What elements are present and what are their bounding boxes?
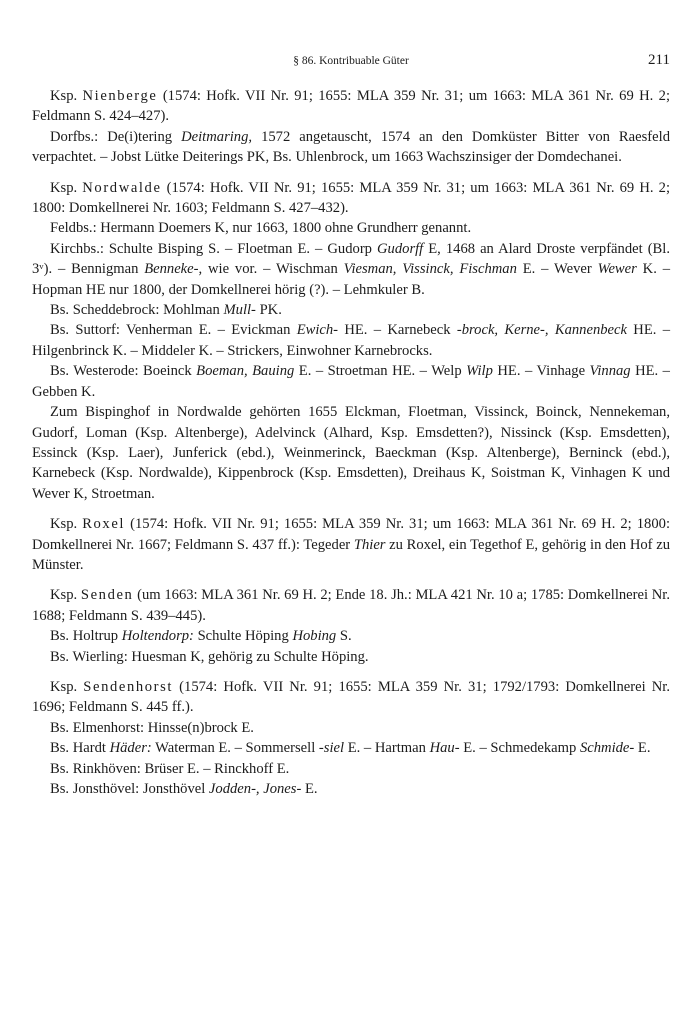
paragraph bbox=[32, 738, 670, 758]
document-body bbox=[32, 86, 670, 809]
paragraph bbox=[32, 300, 670, 320]
variant-name: Holtendorp: bbox=[121, 628, 194, 645]
text-run: E. bbox=[301, 781, 318, 797]
text-run: Ksp. bbox=[50, 678, 84, 695]
text-run: (1574: Hofk. VII Nr. 91; 1655: MLA 359 Nr. 31; um 1663: MLA 361 Nr. 69 H. 2; 1800: Domkellnerei Nr. 1667; Feldmann S. 437 ff.): Tegeder bbox=[32, 516, 670, 553]
text-run: HE. – Hilgenbrinck K. – Middeler K. – Strickers, Einwohner Karnebrocks. bbox=[32, 322, 670, 359]
text-run: Waterman E. – Sommersell bbox=[151, 740, 319, 757]
text-run: Dorfbs.: De(i)tering bbox=[50, 128, 182, 145]
variant-name: Jodden-, Jones- bbox=[208, 781, 302, 797]
variant-name: Boeman, Bauing bbox=[196, 363, 295, 380]
variant-name: -siel bbox=[318, 740, 345, 757]
text-run: (1574: Hofk. VII Nr. 91; 1655: MLA 359 Nr. 31; 1792/1793: Domkellnerei Nr. 1696; Feldmann S. 445 ff.). bbox=[32, 678, 670, 716]
text-run: HE. – Gebben K. bbox=[32, 363, 670, 400]
text-run: Feldbs.: Hermann Doemers K, nur 1663, 1800 ohne Grundherr genannt. bbox=[50, 220, 472, 237]
text-run: Ksp. bbox=[50, 179, 83, 196]
variant-name: Ewich- bbox=[296, 322, 339, 339]
variant-name: Hobing bbox=[292, 628, 337, 645]
place-name: Nienberge bbox=[82, 88, 158, 104]
variant-name: Hau- bbox=[429, 740, 460, 757]
text-run: wie vor. – Wischman bbox=[202, 261, 344, 278]
variant-name: Deitmaring, bbox=[181, 128, 253, 145]
text-run: Bs. Hardt bbox=[50, 740, 110, 757]
running-title: § 86. Kontribuable Güter bbox=[293, 55, 409, 67]
entry-roxel bbox=[32, 514, 670, 575]
entry-nordwalde bbox=[32, 178, 670, 505]
text-run: Ksp. bbox=[50, 516, 83, 533]
paragraph bbox=[32, 361, 670, 402]
variant-name: Schmide- bbox=[579, 740, 635, 757]
variant-name: Gudorff bbox=[377, 240, 424, 257]
paragraph bbox=[32, 514, 670, 575]
text-run: Bs. Wierling: Huesman K, gehörig zu Schulte Höping. bbox=[50, 648, 369, 665]
variant-name: Mull- bbox=[223, 302, 256, 319]
text-run: (1574: Hofk. VII Nr. 91; 1655: MLA 359 Nr. 31; um 1663: MLA 361 Nr. 69 H. 2; Feldmann S. 424–427). bbox=[32, 88, 670, 125]
paragraph bbox=[32, 677, 670, 718]
text-run: E. – Hartman bbox=[344, 740, 430, 757]
text-run: Ksp. bbox=[50, 88, 83, 104]
text-run: Ksp. bbox=[50, 587, 81, 604]
text-run: Bs. Jonsthövel: Jonsthövel bbox=[50, 781, 209, 797]
paragraph bbox=[32, 718, 670, 738]
text-run: Bs. Holtrup bbox=[50, 628, 122, 645]
text-run: E. – Stroetman HE. – Welp bbox=[294, 363, 467, 380]
text-run: HE. – Karnebeck bbox=[338, 322, 457, 339]
paragraph bbox=[32, 759, 670, 779]
variant-name: Vinnag bbox=[589, 363, 631, 380]
text-run: E. bbox=[634, 740, 651, 757]
paragraph bbox=[32, 402, 670, 504]
variant-name: Wilp bbox=[466, 363, 493, 380]
paragraph bbox=[32, 320, 670, 361]
text-run: Schulte Höping bbox=[193, 628, 293, 645]
variant-name: Wewer bbox=[597, 261, 637, 278]
paragraph bbox=[32, 585, 670, 626]
text-run: E. – Schmedekamp bbox=[459, 740, 580, 757]
paragraph bbox=[32, 779, 670, 799]
text-run: Bs. Elmenhorst: Hinsse(n)brock E. bbox=[50, 719, 254, 736]
paragraph bbox=[32, 218, 670, 238]
text-run: PK. bbox=[255, 302, 282, 319]
entry-nienberge bbox=[32, 86, 670, 168]
variant-name: Häder: bbox=[109, 740, 152, 757]
text-run: E. – Wever bbox=[516, 261, 598, 278]
text-run: S. bbox=[336, 628, 352, 645]
text-run: (1574: Hofk. VII Nr. 91; 1655: MLA 359 Nr. 31; um 1663: MLA 361 Nr. 69 H. 2; 1800: Domkellnerei Nr. 1603; Feldmann S. 427–432). bbox=[32, 179, 670, 217]
variant-name: Viesman, Vissinck, Fischman bbox=[343, 261, 517, 278]
paragraph bbox=[32, 239, 670, 300]
variant-name: Benneke-, bbox=[144, 261, 203, 278]
place-name: Sendenhorst bbox=[83, 678, 174, 695]
text-run: Zum Bispinghof in Nordwalde gehörten 1655 Elckman, Floetman, Vissinck, Boinck, Nennekeman, Gudorf, Loman (Ksp. Altenberge), Adelvinck (Alhard, Ksp. Emsdetten?), Nissinck (Ksp. Emsdetten), Essinck (Ksp. Laer), Junferick (ebd.), Weinmerinck, Baeckman (Ksp. Altenberge), Berninck (ebd.), Karnebeck (Ksp. Nordwalde), Kippenbrock (Ksp. Emsdetten), Dreihaus K, Soistman K, Vinhagen K und Wever K, Stroetman. bbox=[32, 404, 670, 502]
paragraph bbox=[32, 647, 670, 667]
page-number: 211 bbox=[648, 52, 670, 68]
text-run: (um 1663: MLA 361 Nr. 69 H. 2; Ende 18. Jh.: MLA 421 Nr. 10 a; 1785: Domkellnerei Nr. 1688; Feldmann S. 439–445). bbox=[32, 587, 670, 624]
paragraph bbox=[32, 178, 670, 219]
text-run: 1572 angetauscht, 1574 an den Domküster Bitter von Raesfeld verpachtet. – Jobst Lütke Deiterings PK, Bs. Uhlenbrock, um 1663 Wachszinsiger der Domdechanei. bbox=[32, 128, 670, 166]
place-name: Nordwalde bbox=[82, 179, 162, 196]
text-run: Bs. Rinkhöven: Brüser E. – Rinckhoff E. bbox=[50, 760, 290, 777]
place-name: Roxel bbox=[82, 516, 126, 533]
entry-senden bbox=[32, 585, 670, 667]
text-run: K. – Hopman HE nur 1800, der Domkellnerei hörig (?). – Lehmkuler B. bbox=[32, 261, 670, 298]
text-run: Bs. Westerode: Boeinck bbox=[50, 363, 197, 380]
entry-sendenhorst bbox=[32, 677, 670, 799]
variant-name: Thier bbox=[353, 536, 386, 553]
running-head bbox=[32, 52, 670, 72]
variant-name: -brock, Kerne-, Kannenbeck bbox=[456, 322, 627, 339]
text-run: Bs. Scheddebrock: Mohlman bbox=[50, 302, 224, 319]
text-run: Bs. Suttorf: Venherman E. – Evickman bbox=[50, 322, 297, 339]
place-name: Senden bbox=[80, 587, 134, 604]
paragraph bbox=[32, 86, 670, 127]
paragraph bbox=[32, 626, 670, 646]
paragraph bbox=[32, 127, 670, 168]
text-run: E, 1468 an Alard Droste verpfändet (Bl. 3ᵛ). – Bennigman bbox=[32, 240, 670, 278]
text-run: Kirchbs.: Schulte Bisping S. – Floetman E. – Gudorp bbox=[50, 240, 378, 257]
text-run: zu Roxel, ein Tegethof E, gehörig in den Hof zu Münster. bbox=[32, 536, 670, 573]
text-run: HE. – Vinhage bbox=[492, 363, 590, 380]
